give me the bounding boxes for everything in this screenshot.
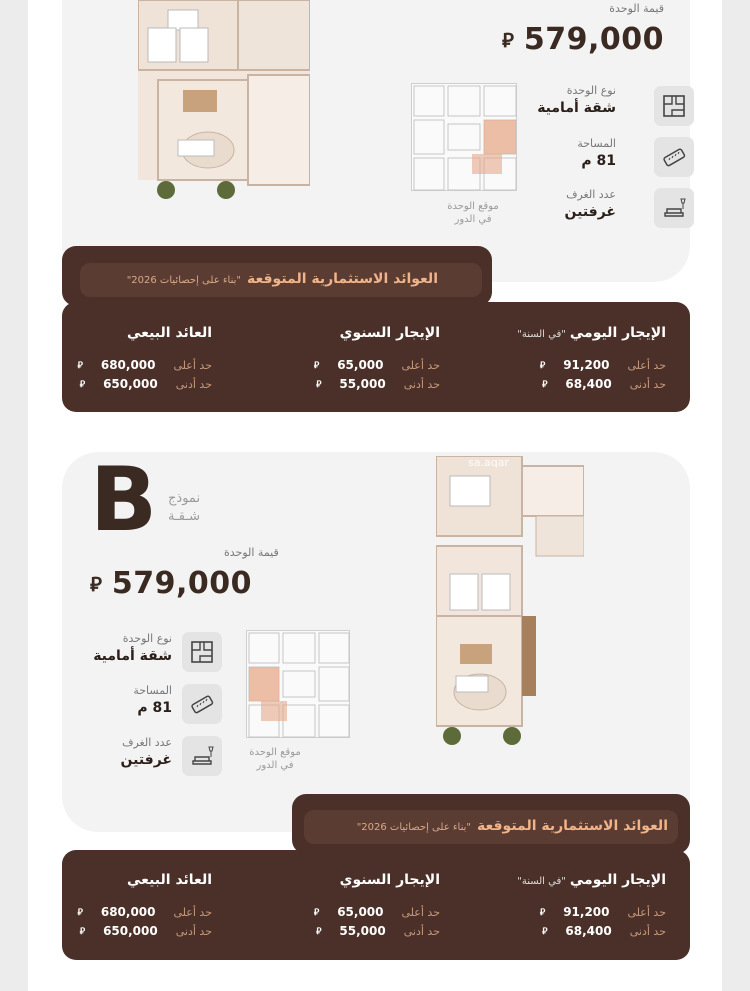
unit-b-rooms-value: غرفتين: [120, 752, 172, 768]
returns-b-sale-low-value: 650,000: [103, 924, 158, 938]
returns-b-sale-high-value: 680,000: [100, 905, 156, 919]
returns-a-sale-low-label: حد أدنى: [175, 377, 212, 391]
unit-b-model-label: [168, 490, 200, 526]
unit-a-floorplan-drawing: [138, 0, 310, 200]
riyal-icon: ⃁: [539, 360, 546, 371]
unit-a-area-block: [577, 137, 616, 169]
unit-b-price-row: [90, 566, 252, 601]
unit-b-model-letter: B: [90, 448, 158, 551]
returns-a-annual-low-row: [316, 377, 440, 391]
unit-b-type-value: شقة أمامية: [93, 648, 172, 664]
riyal-icon: ⃁: [501, 27, 514, 52]
unit-b-rooms-block: [90, 736, 172, 768]
returns-a-annual-low-value: 55,000: [339, 377, 386, 391]
returns-b-sale-high-row: [77, 905, 212, 919]
returns-b-daily-high-value: 91,200: [563, 905, 610, 919]
riyal-icon: ⃁: [79, 379, 86, 390]
unit-a-building-plan: [411, 83, 517, 191]
returns-b-sale-low-row: [80, 924, 212, 938]
returns-a-sale-high-value: 680,000: [100, 358, 156, 372]
returns-a-subtitle: "بناء على إحصائيات 2026": [126, 275, 241, 286]
returns-a-annual-title: الإيجار السنوي: [339, 325, 440, 341]
returns-b-sale-low-label: حد أدنى: [175, 924, 212, 938]
returns-b-daily-high-row: [540, 905, 666, 919]
returns-a-daily-low-row: [542, 377, 666, 391]
returns-b-annual-high-value: 65,000: [337, 905, 384, 919]
unit-a-price-row: [502, 22, 664, 57]
unit-a-price-label: قيمة الوحدة: [609, 2, 664, 15]
returns-b-annual-high-row: [314, 905, 440, 919]
unit-a-type-label: نوع الوحدة: [566, 84, 616, 97]
unit-b-location-caption-line-1: موقع الوحدة: [249, 747, 301, 758]
tape-measure-icon: [182, 684, 222, 724]
returns-a-title-row: [88, 271, 438, 287]
returns-a-daily-high-row: [540, 358, 666, 372]
unit-b-price: 579,000: [111, 566, 253, 601]
returns-a-title: العوائد الاستثمارية المتوقعة: [247, 271, 438, 287]
returns-b-daily-title: الإيجار اليومي: [569, 872, 666, 888]
returns-a-daily-title: الإيجار اليومي: [569, 325, 666, 341]
returns-a-sale-low-value: 650,000: [103, 377, 158, 391]
returns-b-daily-note: "في السنة": [517, 876, 566, 887]
returns-a-daily-note: "في السنة": [517, 329, 566, 340]
unit-b-rooms-label: عدد الغرف: [122, 736, 172, 749]
page: [28, 0, 722, 991]
returns-a-daily-high-value: 91,200: [563, 358, 610, 372]
returns-a-daily-header: [517, 325, 666, 341]
unit-a-location-caption: [438, 200, 508, 226]
unit-b-area-block: [90, 684, 172, 716]
unit-a-location-caption-line-2: في الدور: [454, 214, 492, 225]
returns-b-annual-low-value: 55,000: [339, 924, 386, 938]
returns-a-daily-low-label: حد أدنى: [629, 377, 666, 391]
unit-a-rooms-value: غرفتين: [564, 204, 616, 220]
unit-b-price-label: قيمة الوحدة: [224, 546, 279, 559]
returns-a-sale-title: العائد البيعي: [127, 325, 212, 341]
riyal-icon: ⃁: [542, 379, 548, 390]
returns-a-daily-high-label: حد أعلى: [627, 358, 666, 372]
returns-b-annual-title: الإيجار السنوي: [339, 872, 440, 888]
returns-a-sale-low-row: [80, 377, 212, 391]
returns-b-subtitle: "بناء على إحصائيات 2026": [356, 822, 471, 833]
returns-b-daily-low-label: حد أدنى: [629, 924, 666, 938]
unit-b-floorplan: [436, 456, 584, 746]
riyal-icon: ⃁: [77, 360, 83, 371]
unit-a-location-caption-line-1: موقع الوحدة: [447, 201, 499, 212]
unit-a-rooms-label: عدد الغرف: [566, 188, 616, 201]
returns-b-annual-high-label: حد أعلى: [401, 905, 440, 919]
riyal-icon: ⃁: [79, 926, 86, 937]
riyal-icon: ⃁: [313, 360, 320, 371]
returns-b-title-row: [312, 818, 668, 834]
unit-b-type-label: نوع الوحدة: [122, 632, 172, 645]
returns-a-annual-low-label: حد أدنى: [403, 377, 440, 391]
unit-a-area-value: 81 م: [581, 153, 616, 169]
returns-b-sale-high-label: حد أعلى: [173, 905, 212, 919]
returns-b-annual-low-row: [316, 924, 440, 938]
returns-b-annual-low-label: حد أدنى: [403, 924, 440, 938]
returns-b-daily-low-value: 68,400: [565, 924, 612, 938]
returns-a-annual-high-value: 65,000: [337, 358, 384, 372]
returns-a-sale-high-label: حد أعلى: [173, 358, 212, 372]
riyal-icon: ⃁: [90, 571, 102, 596]
riyal-icon: ⃁: [313, 907, 320, 918]
riyal-icon: ⃁: [316, 379, 322, 390]
riyal-icon: ⃁: [539, 907, 546, 918]
returns-b-title: العوائد الاستثمارية المتوقعة: [477, 818, 668, 834]
returns-a-daily-low-value: 68,400: [565, 377, 612, 391]
unit-b-watermark: sa.aqar: [468, 456, 509, 469]
unit-b-type-block: [90, 632, 172, 664]
floorplan-icon: [182, 632, 222, 672]
unit-b-area-value: 81 م: [137, 700, 172, 716]
unit-b-model-label-line-1: نموذج: [168, 491, 201, 506]
tape-measure-icon: [654, 137, 694, 177]
returns-a-sale-high-row: [77, 358, 212, 372]
riyal-icon: ⃁: [542, 926, 548, 937]
unit-b-location-caption-line-2: في الدور: [256, 760, 294, 771]
returns-b-daily-low-row: [542, 924, 666, 938]
unit-a-floorplan: [138, 0, 310, 200]
unit-a-price: 579,000: [523, 22, 664, 57]
unit-a-type-value: شقة أمامية: [537, 100, 616, 116]
sofa-lamp-icon: [654, 188, 694, 228]
riyal-icon: ⃁: [316, 926, 322, 937]
unit-b-building-plan: [246, 630, 350, 738]
returns-a-annual-high-row: [314, 358, 440, 372]
returns-b-sale-title: العائد البيعي: [127, 872, 212, 888]
unit-a-area-label: المساحة: [577, 137, 616, 150]
unit-b-area-label: المساحة: [133, 684, 172, 697]
returns-a-annual-high-label: حد أعلى: [401, 358, 440, 372]
unit-b-model-label-line-2: شـقـة: [168, 509, 201, 524]
returns-b-daily-header: [517, 872, 666, 888]
unit-a-rooms-block: [565, 188, 616, 220]
unit-a-type-block: [537, 84, 616, 116]
returns-b-daily-high-label: حد أعلى: [627, 905, 666, 919]
unit-b-location-caption: [240, 746, 310, 772]
returns-a-box: [62, 302, 690, 412]
unit-b-floorplan-drawing: [436, 456, 584, 746]
riyal-icon: ⃁: [77, 907, 83, 918]
floorplan-icon: [654, 86, 694, 126]
sofa-lamp-icon: [182, 736, 222, 776]
